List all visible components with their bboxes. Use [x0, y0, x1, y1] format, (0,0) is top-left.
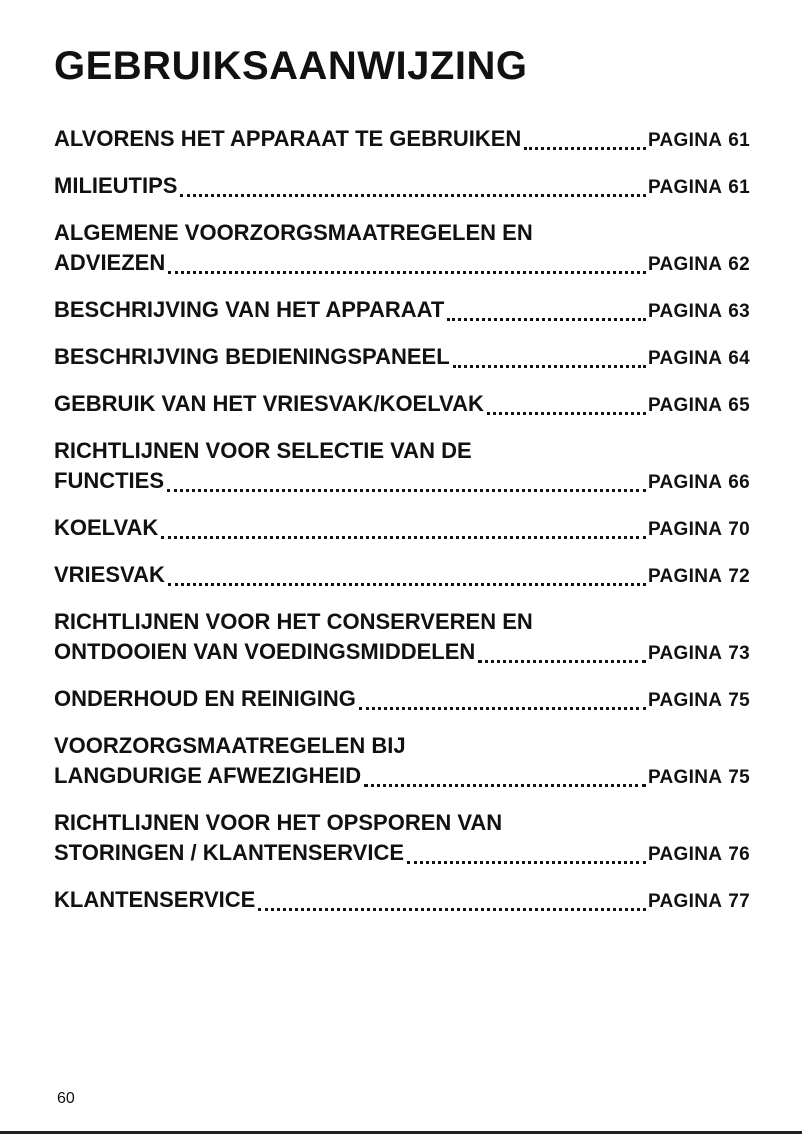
leader-dots [447, 318, 646, 321]
toc-page-number: 77 [728, 891, 750, 912]
leader-dots [407, 861, 646, 864]
toc-page-ref [648, 173, 750, 203]
toc-page-ref [648, 297, 750, 327]
leader-dots [453, 365, 646, 368]
toc-page-number: 64 [728, 348, 750, 369]
leader-dots [524, 147, 646, 150]
toc-entry-label: ALVORENS HET APPARAAT TE GEBRUIKEN [54, 126, 522, 151]
toc-page-number: 63 [728, 301, 750, 322]
toc-entry-label: BESCHRIJVING BEDIENINGSPANEEL [54, 344, 450, 369]
page-label: PAGINA [647, 395, 723, 416]
leader-dots [161, 536, 646, 539]
toc-entry [54, 560, 750, 592]
toc-page-ref [648, 344, 750, 374]
toc-line [54, 295, 750, 327]
leader-dots [487, 412, 646, 415]
toc-entry-label: LANGDURIGE AFWEZIGHEID [54, 763, 362, 788]
toc-entry-label: BESCHRIJVING VAN HET APPARAAT [54, 297, 445, 322]
toc-entry-label: KOELVAK [54, 515, 159, 540]
toc-entry [54, 295, 750, 327]
toc-entry-label: ONDERHOUD EN REINIGING [54, 686, 356, 711]
toc-entry-label: GEBRUIK VAN HET VRIESVAK/KOELVAK [54, 391, 484, 416]
toc-page-number: 66 [728, 472, 750, 493]
toc-entry-label: KLANTENSERVICE [54, 887, 256, 912]
toc-page-ref [648, 840, 750, 870]
toc-page-number: 65 [728, 395, 750, 416]
toc-entry [54, 607, 750, 669]
leader-dots [168, 583, 646, 586]
page-label: PAGINA [647, 130, 723, 151]
toc-page-number: 73 [728, 643, 750, 664]
toc-line [54, 560, 750, 592]
toc-entry [54, 389, 750, 421]
toc-line [54, 124, 750, 156]
toc-page-number: 70 [728, 519, 750, 540]
toc-line [54, 466, 750, 498]
page-label: PAGINA [647, 844, 723, 865]
page-label: PAGINA [647, 643, 723, 664]
toc-line [54, 838, 750, 870]
toc-entry-label: RICHTLIJNEN VOOR HET OPSPOREN VAN [54, 810, 503, 835]
leader-dots [168, 271, 646, 274]
toc-entry [54, 342, 750, 374]
page-label: PAGINA [647, 519, 723, 540]
page-label: PAGINA [647, 767, 723, 788]
leader-dots [180, 194, 646, 197]
toc-line [54, 389, 750, 421]
toc-entry-label: MILIEUTIPS [54, 173, 178, 198]
page-label: PAGINA [647, 348, 723, 369]
toc-entry [54, 436, 750, 498]
toc-entry [54, 513, 750, 545]
page-number: 60 [57, 1090, 75, 1107]
toc-page-number: 75 [728, 690, 750, 711]
toc-entry-label: FUNCTIES [54, 468, 164, 493]
toc-page-number: 62 [728, 254, 750, 275]
toc-page-number: 76 [728, 844, 750, 865]
page-label: PAGINA [647, 254, 723, 275]
toc-entry-label: VOORZORGSMAATREGELEN BIJ [54, 733, 406, 758]
toc-page-ref [648, 887, 750, 917]
page-label: PAGINA [647, 891, 723, 912]
toc-entry [54, 124, 750, 156]
toc-entry-label: ONTDOOIEN VAN VOEDINGSMIDDELEN [54, 639, 476, 664]
toc-page-ref [648, 515, 750, 545]
page-label: PAGINA [647, 177, 723, 198]
leader-dots [364, 784, 646, 787]
toc-page-number: 61 [728, 130, 750, 151]
toc-entry [54, 684, 750, 716]
toc-entry-label: RICHTLIJNEN VOOR SELECTIE VAN DE [54, 438, 472, 463]
toc-line [54, 342, 750, 374]
toc-entry-label: RICHTLIJNEN VOOR HET CONSERVEREN EN [54, 609, 533, 634]
toc-line [54, 171, 750, 203]
toc-entry-label: ALGEMENE VOORZORGSMAATREGELEN EN [54, 220, 533, 245]
toc-line [54, 885, 750, 917]
page-label: PAGINA [647, 566, 723, 587]
toc-line [54, 513, 750, 545]
toc-entry [54, 171, 750, 203]
toc-line [54, 684, 750, 716]
page-label: PAGINA [647, 690, 723, 711]
toc-page-number: 75 [728, 767, 750, 788]
toc-page-ref [648, 391, 750, 421]
toc-page-ref [648, 468, 750, 498]
toc-page-number: 72 [728, 566, 750, 587]
page-label: PAGINA [647, 301, 723, 322]
leader-dots [359, 707, 646, 710]
toc-entry-label: STORINGEN / KLANTENSERVICE [54, 840, 405, 865]
toc-line [54, 761, 750, 793]
leader-dots [478, 660, 646, 663]
table-of-contents [54, 124, 750, 932]
toc-page-number: 61 [728, 177, 750, 198]
toc-entry [54, 731, 750, 793]
toc-line [54, 637, 750, 669]
toc-page-ref [648, 562, 750, 592]
toc-page-ref [648, 126, 750, 156]
toc-line [54, 248, 750, 280]
toc-page-ref [648, 250, 750, 280]
toc-entry-label: ADVIEZEN [54, 250, 166, 275]
toc-entry [54, 808, 750, 870]
toc-page-ref [648, 686, 750, 716]
toc-entry [54, 218, 750, 280]
page-title: GEBRUIKSAANWIJZING [54, 44, 528, 88]
footer-divider [0, 1131, 802, 1134]
toc-page-ref [648, 763, 750, 793]
leader-dots [258, 908, 646, 911]
toc-page-ref [648, 639, 750, 669]
leader-dots [167, 489, 646, 492]
toc-entry [54, 885, 750, 917]
page-label: PAGINA [647, 472, 723, 493]
toc-entry-label: VRIESVAK [54, 562, 165, 587]
